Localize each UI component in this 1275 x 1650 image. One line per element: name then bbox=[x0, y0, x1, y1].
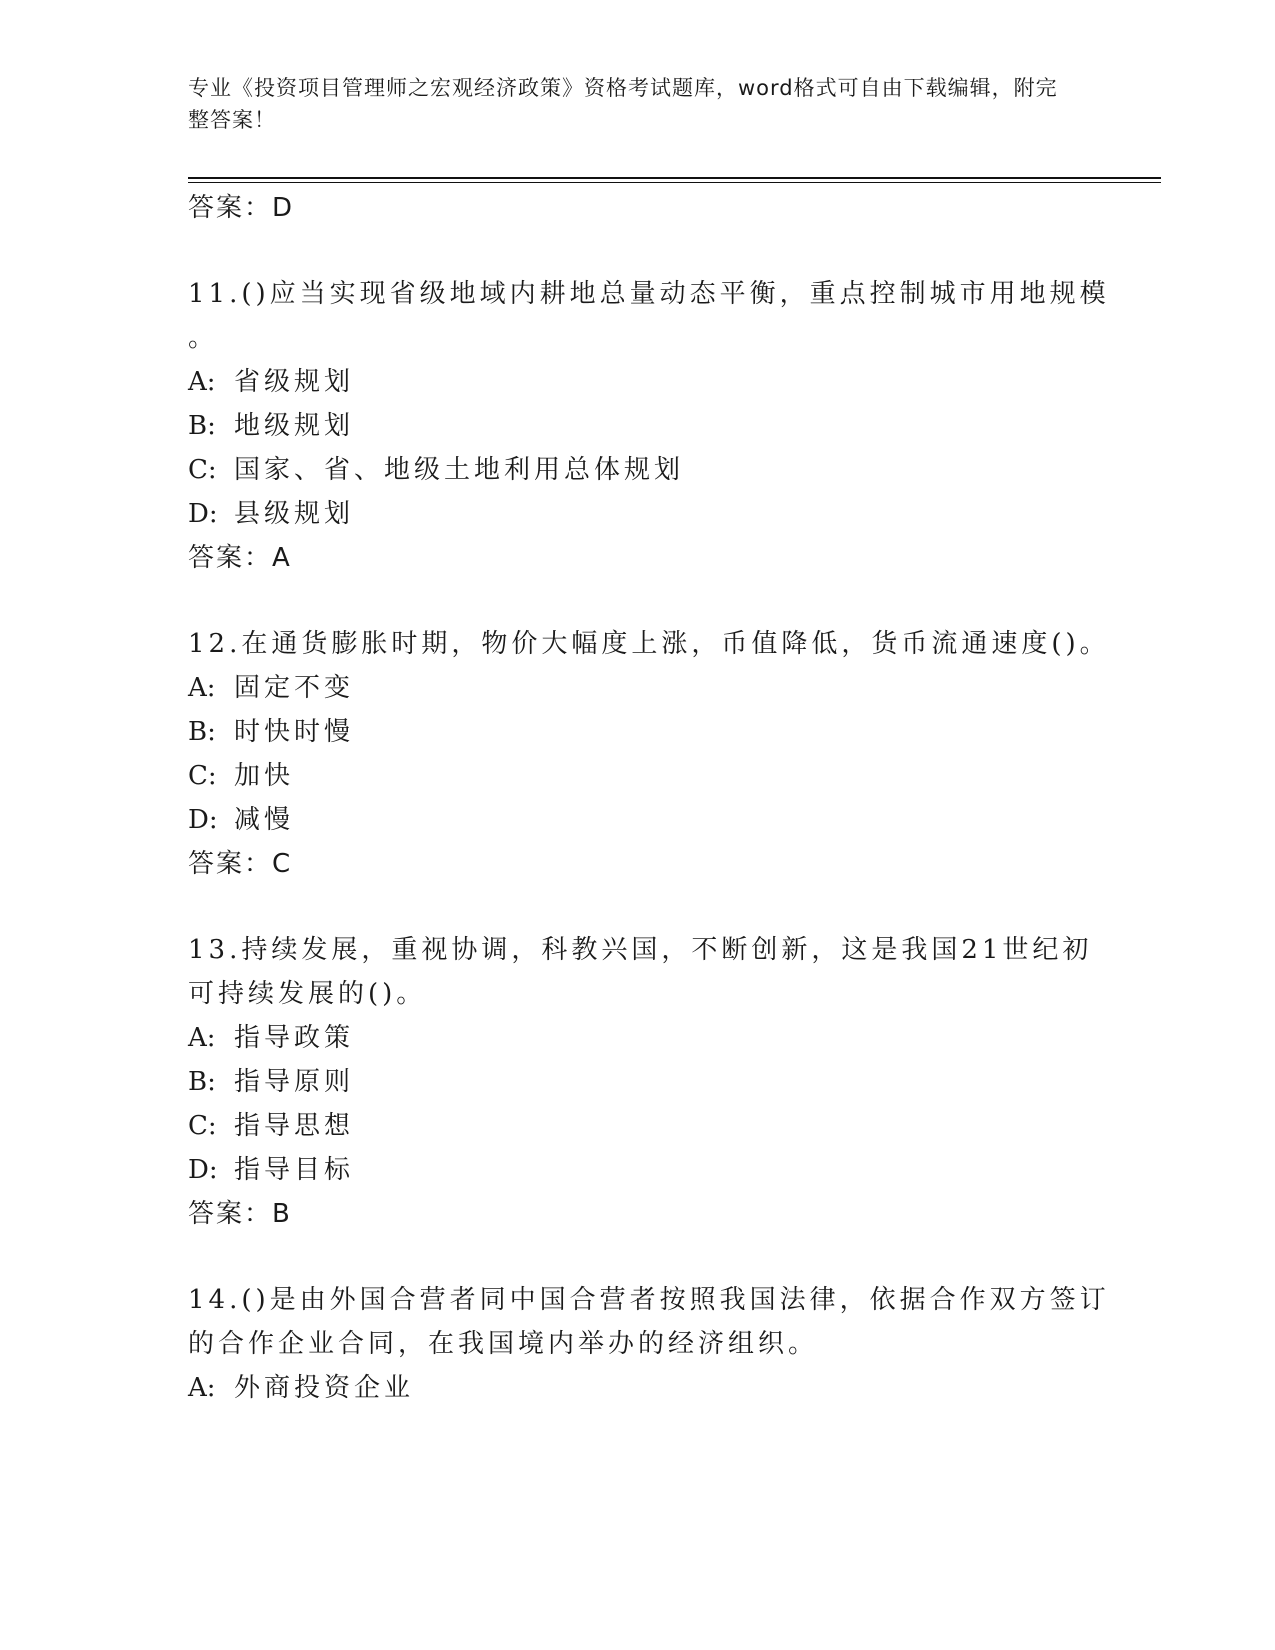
option-text: 地级规划 bbox=[234, 411, 355, 441]
option-text: 指导原则 bbox=[234, 1067, 355, 1097]
option-text: 时快时慢 bbox=[234, 717, 355, 747]
question-12-option-a bbox=[188, 667, 354, 704]
option-label: D: bbox=[188, 805, 218, 835]
document-header: 专业《投资项目管理师之宏观经济政策》资格考试题库，word格式可自由下载编辑，附完整答案！ bbox=[188, 76, 1058, 132]
question-11-option-d bbox=[188, 493, 354, 530]
option-text: 固定不变 bbox=[234, 673, 355, 703]
question-11-option-c bbox=[188, 449, 684, 486]
option-text: 县级规划 bbox=[234, 499, 355, 529]
option-text: 指导思想 bbox=[234, 1111, 355, 1141]
option-text: 省级规划 bbox=[234, 367, 355, 397]
question-13-line-1: 13.持续发展，重视协调，科教兴国，不断创新，这是我国21世纪初 bbox=[188, 935, 1093, 965]
option-label: B: bbox=[188, 1067, 216, 1097]
option-label: B: bbox=[188, 411, 216, 441]
option-label: D: bbox=[188, 499, 218, 529]
option-label: A: bbox=[188, 367, 216, 397]
option-label: A: bbox=[188, 673, 216, 703]
question-11-line-1: 11.()应当实现省级地域内耕地总量动态平衡，重点控制城市用地规模 bbox=[188, 279, 1110, 309]
question-11-option-b bbox=[188, 405, 354, 442]
question-13-option-c bbox=[188, 1105, 354, 1142]
question-11-option-a bbox=[188, 361, 354, 398]
option-text: 加快 bbox=[234, 761, 295, 791]
option-label: A: bbox=[188, 1023, 216, 1053]
question-11-answer: 答案：A bbox=[188, 543, 292, 573]
question-13-option-b bbox=[188, 1061, 354, 1098]
option-label: D: bbox=[188, 1155, 218, 1185]
question-12-line-1: 12.在通货膨胀时期，物价大幅度上涨，币值降低，货币流通速度()。 bbox=[188, 629, 1110, 659]
question-14-line-2: 的合作企业合同，在我国境内举办的经济组织。 bbox=[188, 1329, 819, 1359]
question-11-line-2: 。 bbox=[188, 323, 219, 353]
header-rule-thin bbox=[188, 182, 1161, 183]
header-rule-thick bbox=[188, 177, 1161, 179]
option-label: C: bbox=[188, 455, 217, 485]
option-text: 指导政策 bbox=[234, 1023, 355, 1053]
question-13-option-a bbox=[188, 1017, 354, 1054]
question-12-option-d bbox=[188, 799, 294, 836]
question-14-line-1: 14.()是由外国合营者同中国合营者按照我国法律，依据合作双方签订 bbox=[188, 1285, 1110, 1315]
question-13-line-2: 可持续发展的()。 bbox=[188, 979, 427, 1009]
question-13-answer: 答案：B bbox=[188, 1199, 292, 1229]
option-label: C: bbox=[188, 761, 217, 791]
previous-answer: 答案：D bbox=[188, 193, 295, 223]
option-text: 外商投资企业 bbox=[234, 1373, 415, 1403]
option-label: C: bbox=[188, 1111, 217, 1141]
question-12-answer: 答案：C bbox=[188, 849, 293, 879]
option-text: 指导目标 bbox=[234, 1155, 355, 1185]
option-text: 国家、省、地级土地利用总体规划 bbox=[234, 455, 685, 485]
option-label: A: bbox=[188, 1373, 216, 1403]
option-label: B: bbox=[188, 717, 216, 747]
question-13-option-d bbox=[188, 1149, 354, 1186]
question-14-option-a bbox=[188, 1367, 414, 1404]
question-12-option-c bbox=[188, 755, 294, 792]
option-text: 减慢 bbox=[234, 805, 295, 835]
question-12-option-b bbox=[188, 711, 354, 748]
